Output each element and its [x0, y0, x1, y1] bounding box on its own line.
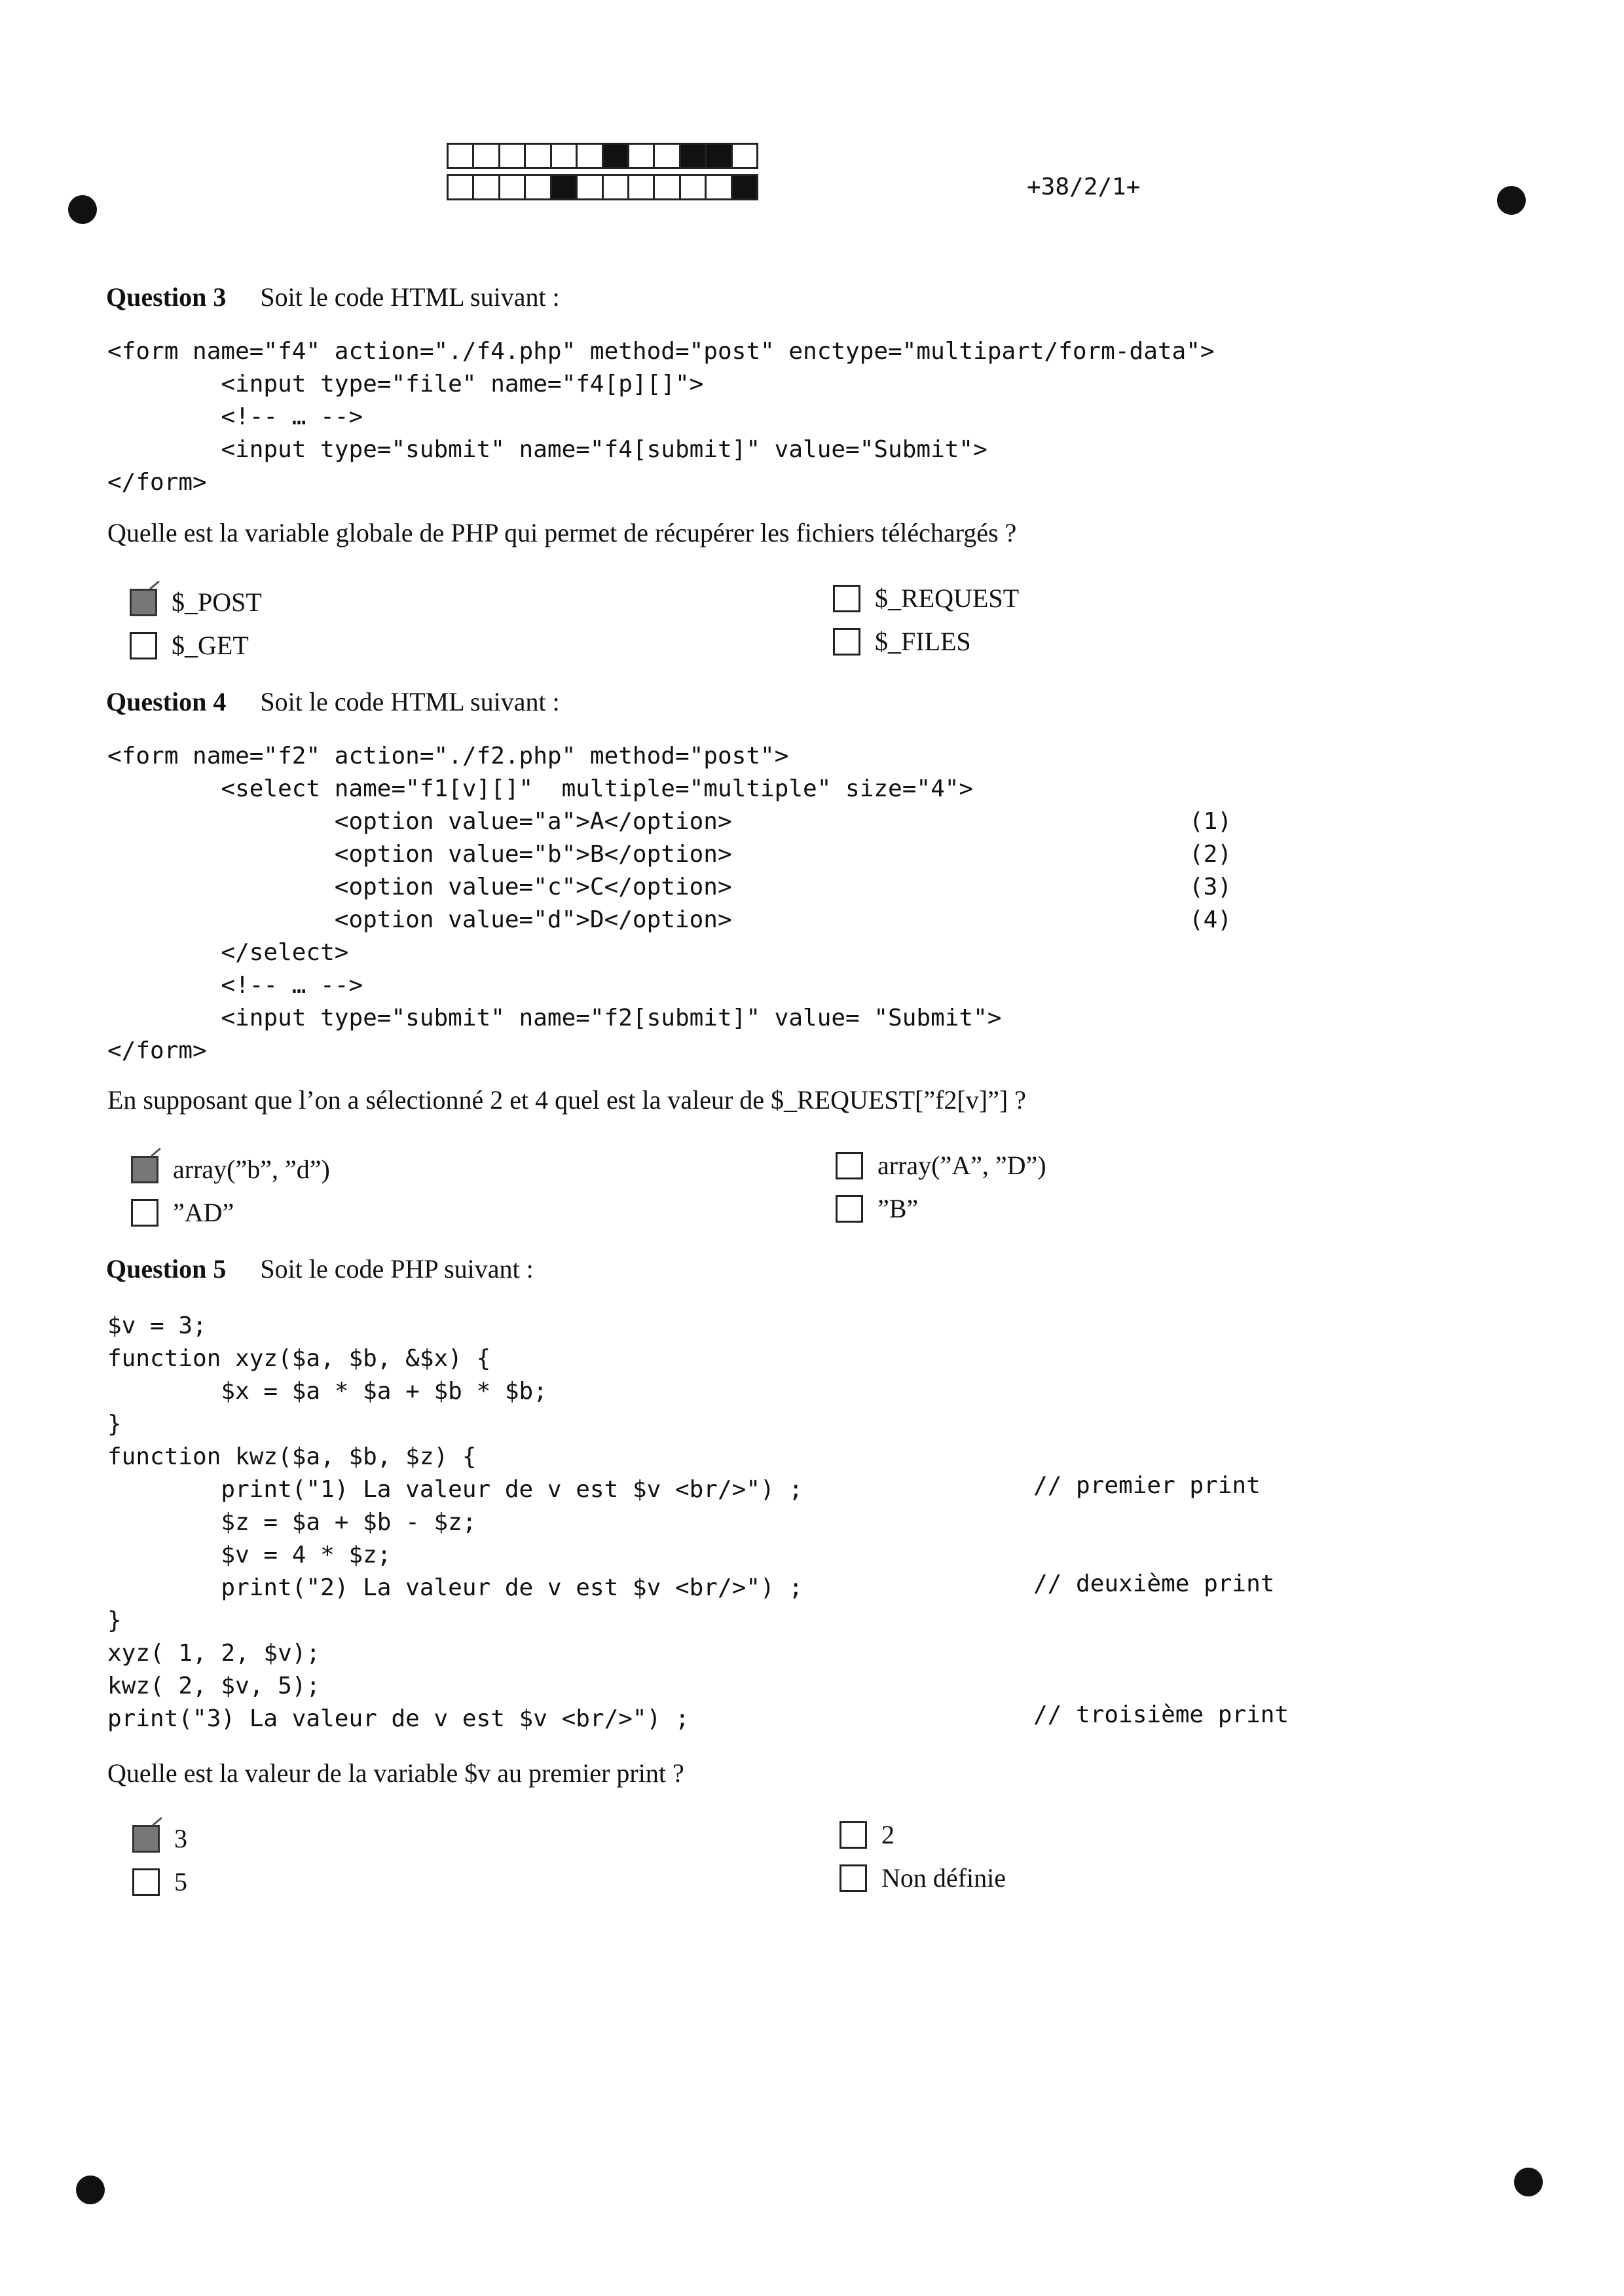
answer-option[interactable] — [130, 587, 262, 618]
barcode-cell-empty — [526, 145, 551, 167]
barcode-cell-empty — [500, 145, 526, 167]
checkbox[interactable] — [836, 1195, 863, 1223]
answer-label: $_GET — [172, 631, 249, 660]
registration-mark-top-right — [1497, 186, 1526, 215]
checkbox-checked[interactable] — [131, 1156, 158, 1183]
question-number: Question 4 — [106, 687, 227, 716]
code-comment: // troisième print — [1033, 1701, 1289, 1728]
barcode-cell-empty — [449, 176, 474, 198]
answer-label: 3 — [174, 1824, 187, 1853]
answer-option[interactable] — [132, 1823, 187, 1854]
question-5-code: $v = 3; function xyz($a, $b, &$x) { $x = $a * $a + $b * $b; } function kwz($a, $b, $z) { print("1) La valeur de v est $v <br/>") ; $z = $a + $b - $z; $v = 4 * $z; print("2) La valeur de v est $v <br/>") ; } xyz( 1, 2, $v); kwz( 2, $v, 5); print("3) La valeur de v est $v <br/>") ; — [107, 1312, 803, 1732]
barcode-cell-empty — [681, 176, 707, 198]
question-number: Question 3 — [106, 282, 227, 312]
answer-option[interactable] — [131, 1154, 330, 1185]
barcode-cell-filled — [733, 176, 756, 198]
checkbox[interactable] — [130, 632, 157, 659]
checkbox[interactable] — [840, 1864, 867, 1892]
barcode-cell-empty — [578, 176, 603, 198]
answer-label: 5 — [174, 1867, 187, 1897]
answer-label: ”AD” — [173, 1198, 234, 1227]
barcode-cell-empty — [474, 176, 500, 198]
answer-option[interactable] — [130, 630, 249, 661]
barcode-cell-empty — [474, 145, 500, 167]
checkbox-checked[interactable] — [132, 1825, 160, 1853]
answer-option[interactable] — [132, 1866, 187, 1897]
question-4-header — [106, 686, 560, 717]
registration-mark-bottom-left — [76, 2176, 105, 2204]
barcode-row-2 — [447, 174, 758, 200]
answer-option[interactable] — [131, 1197, 234, 1228]
code-comment: // deuxième print — [1033, 1570, 1275, 1597]
barcode-cell-empty — [552, 145, 578, 167]
checkbox[interactable] — [132, 1868, 160, 1896]
barcode-cell-empty — [733, 145, 756, 167]
answer-option[interactable] — [840, 1862, 1006, 1893]
checkbox[interactable] — [833, 628, 860, 656]
answer-option[interactable] — [833, 583, 1019, 614]
question-4-text: En supposant que l’on a sélectionné 2 et 4 quel est la valeur de $_REQUEST[”f2[v]”] ? — [107, 1085, 1026, 1115]
barcode-cell-empty — [655, 176, 680, 198]
question-3-header — [106, 282, 560, 312]
barcode-cell-filled — [681, 145, 707, 167]
barcode-cell-filled — [604, 145, 629, 167]
barcode-cell-empty — [578, 145, 603, 167]
answer-option[interactable] — [833, 626, 971, 657]
question-3-code: <form name="f4" action="./f4.php" method="post" enctype="multipart/form-data"> <input type="file" name="f4[p][]"> <!-- … --> <input type="submit" name="f4[submit]" value="Submit"> </form> — [107, 338, 1215, 496]
question-intro: Soit le code HTML suivant : — [260, 687, 560, 716]
barcode-cell-empty — [707, 176, 732, 198]
checkbox[interactable] — [840, 1821, 867, 1849]
barcode-cell-empty — [604, 176, 629, 198]
answer-label: array(”b”, ”d”) — [173, 1155, 330, 1184]
question-4-code: <form name="f2" action="./f2.php" method="post"> <select name="f1[v][]" multiple="multiple" size="4"> <option value="a">A</option> <option value="b">B</option> <option value="c">C</option> <option value="d">D</option> </select> <!-- … --> <input type="submit" name="f2[submit]" value= "Submit"> </form> — [107, 743, 1002, 1064]
registration-mark-bottom-right — [1514, 2168, 1543, 2196]
code-comment: // premier print — [1033, 1472, 1261, 1499]
page-id: +38/2/1+ — [1027, 174, 1141, 200]
question-5-text: Quelle est la valeur de la variable $v au premier print ? — [107, 1758, 684, 1788]
barcode-cell-empty — [629, 176, 655, 198]
barcode-cell-empty — [500, 176, 526, 198]
question-3-text: Quelle est la variable globale de PHP qui permet de récupérer les fichiers téléchargés ? — [107, 518, 1017, 547]
answer-option[interactable] — [836, 1193, 918, 1224]
answer-label: $_REQUEST — [875, 583, 1019, 613]
checkbox[interactable] — [131, 1199, 158, 1227]
question-number: Question 5 — [106, 1254, 227, 1284]
option-line-numbers: (1) (2) (3) (4) — [1189, 808, 1232, 933]
barcode-cell-empty — [655, 145, 680, 167]
question-5-header — [106, 1253, 534, 1284]
answer-option[interactable] — [836, 1150, 1046, 1181]
checkbox[interactable] — [836, 1152, 863, 1179]
answer-label: Non définie — [881, 1863, 1006, 1893]
registration-mark-top-left — [68, 195, 97, 224]
barcode-cell-filled — [552, 176, 578, 198]
barcode-cell-filled — [707, 145, 732, 167]
barcode-cell-empty — [449, 145, 474, 167]
question-intro: Soit le code PHP suivant : — [260, 1254, 534, 1284]
barcode-cell-empty — [629, 145, 655, 167]
answer-label: $_POST — [172, 587, 262, 617]
checkbox[interactable] — [833, 585, 860, 612]
answer-label: $_FILES — [875, 627, 971, 656]
barcode-row-1 — [447, 143, 758, 169]
barcode-cell-empty — [526, 176, 551, 198]
question-intro: Soit le code HTML suivant : — [260, 282, 560, 312]
answer-label: array(”A”, ”D”) — [877, 1151, 1046, 1180]
answer-option[interactable] — [840, 1819, 895, 1850]
answer-label: ”B” — [877, 1194, 919, 1223]
checkbox-checked[interactable] — [130, 589, 157, 616]
answer-label: 2 — [881, 1820, 895, 1849]
